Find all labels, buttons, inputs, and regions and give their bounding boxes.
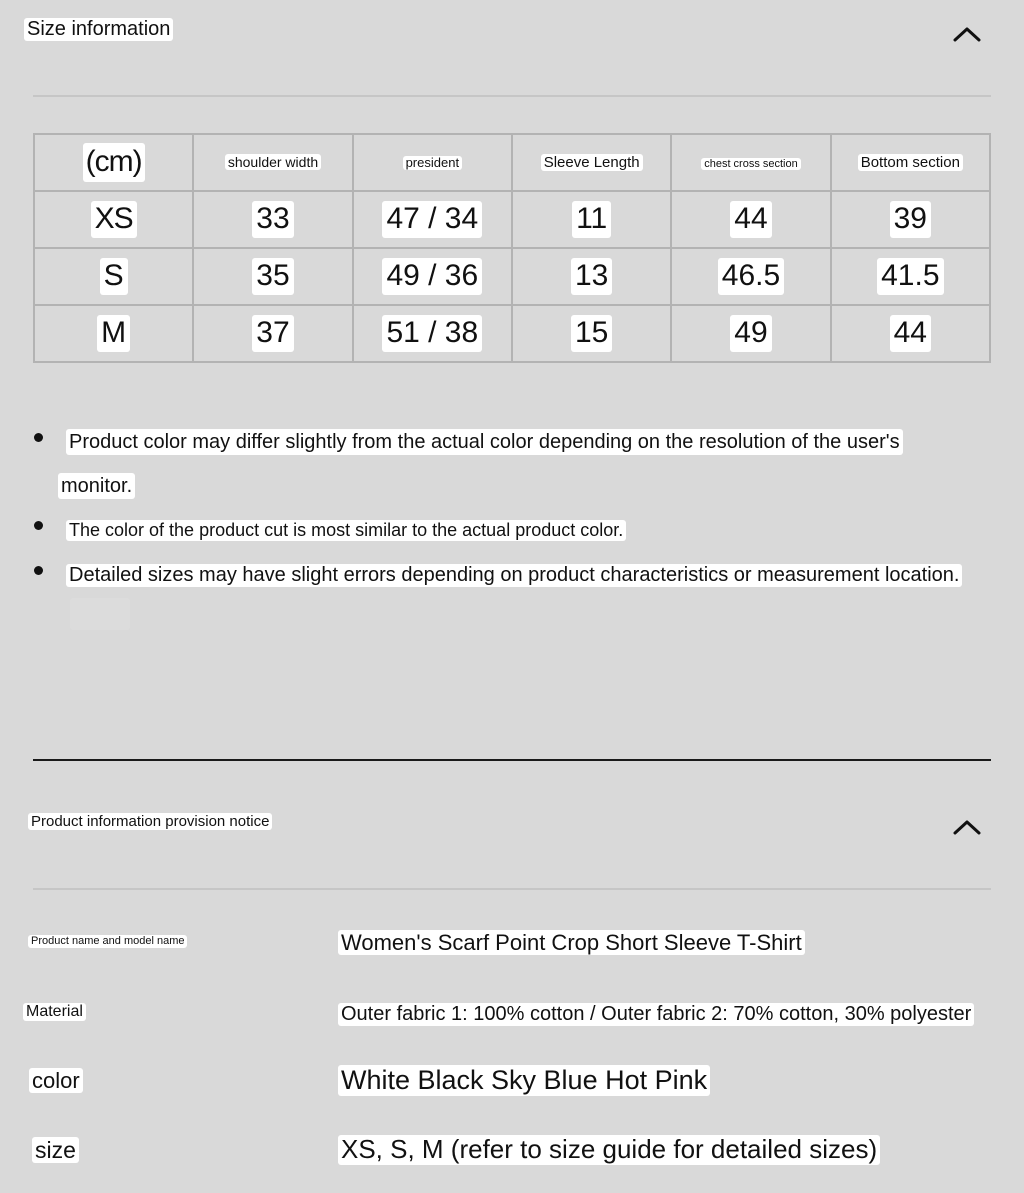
- table-cell: 44: [671, 191, 830, 248]
- info-key: Product name and model name: [28, 935, 187, 948]
- table-cell: 37: [193, 305, 352, 362]
- list-item: Detailed sizes may have slight errors depending on product characteristics or measurement location.: [28, 553, 998, 598]
- product-info-header[interactable]: [0, 800, 1024, 850]
- info-key: Material: [23, 1003, 86, 1021]
- table-header-cell: chest cross section: [671, 134, 830, 191]
- table-cell: 49 / 36: [353, 248, 512, 305]
- table-cell: 39: [831, 191, 990, 248]
- table-cell: XS: [34, 191, 193, 248]
- table-cell: S: [34, 248, 193, 305]
- info-value: Outer fabric 1: 100% cotton / Outer fabric 2: 70% cotton, 30% polyester: [338, 1003, 974, 1026]
- product-info-title: Product information provision notice: [28, 813, 272, 830]
- table-cell: 41.5: [831, 248, 990, 305]
- info-key: size: [32, 1137, 79, 1163]
- chevron-up-icon[interactable]: [953, 819, 981, 835]
- list-item-continuation: monitor.: [58, 473, 135, 499]
- table-cell: 35: [193, 248, 352, 305]
- table-cell: 47 / 34: [353, 191, 512, 248]
- size-info-header[interactable]: [0, 0, 1024, 60]
- table-row: [34, 191, 990, 248]
- section-divider: [33, 759, 991, 761]
- table-header-cell: Sleeve Length: [512, 134, 671, 191]
- table-header-cell: president: [353, 134, 512, 191]
- size-info-title: Size information: [24, 18, 173, 41]
- table-cell: 49: [671, 305, 830, 362]
- table-cell: 11: [512, 191, 671, 248]
- info-value: XS, S, M (refer to size guide for detailed sizes): [338, 1135, 880, 1165]
- info-value: Women's Scarf Point Crop Short Sleeve T-Shirt: [338, 930, 805, 955]
- list-item: The color of the product cut is most similar to the actual product color.: [28, 508, 998, 553]
- table-header-cell: Bottom section: [831, 134, 990, 191]
- table-cell: 13: [512, 248, 671, 305]
- size-notes-list: [28, 420, 998, 598]
- size-info-divider: [33, 95, 991, 97]
- list-item: Product color may differ slightly from the actual color depending on the resolution of the user's monitor.: [28, 420, 998, 508]
- info-value: White Black Sky Blue Hot Pink: [338, 1065, 710, 1096]
- table-header-cell: (cm): [34, 134, 193, 191]
- table-cell: M: [34, 305, 193, 362]
- product-info-divider: [33, 888, 991, 890]
- table-cell: 46.5: [671, 248, 830, 305]
- faint-placeholder: [70, 598, 130, 630]
- table-row: [34, 305, 990, 362]
- info-key: color: [29, 1068, 83, 1093]
- chevron-up-icon[interactable]: [953, 26, 981, 42]
- table-row: [34, 248, 990, 305]
- table-cell: 15: [512, 305, 671, 362]
- table-cell: 51 / 38: [353, 305, 512, 362]
- table-header-row: [34, 134, 990, 191]
- table-cell: 44: [831, 305, 990, 362]
- table-header-cell: shoulder width: [193, 134, 352, 191]
- size-table: [33, 133, 991, 363]
- table-cell: 33: [193, 191, 352, 248]
